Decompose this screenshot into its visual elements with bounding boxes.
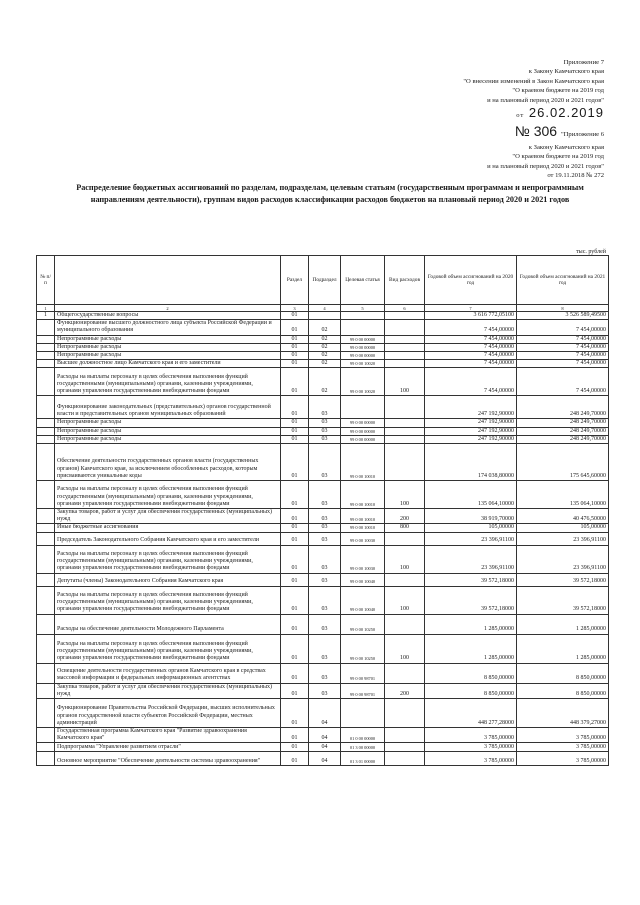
row-number — [37, 419, 55, 427]
row-podrazdel: 04 — [309, 752, 341, 766]
row-target-article: 99 0 00 10020 — [341, 368, 385, 396]
col-header-name — [55, 256, 281, 305]
document-title: Распределение бюджетных ассигнований по разделам, подразделам, целевым статьям (государственным программам и непрограммным направлениям деятельности), группам видов расходов классификации расходов бюджетов на плановый период 2020 и 2021 годов — [76, 183, 584, 204]
row-podrazdel: 04 — [309, 728, 341, 743]
row-name: Расходы на выплаты персоналу в целях обеспечения выполнения функций государственными (муниципальными) органами, казенными учреждениями, органами управления государственными внебюджетными фондами — [55, 545, 281, 573]
row-amount-2020: 135 064,10000 — [425, 481, 517, 509]
row-razdel: 01 — [281, 586, 309, 614]
row-amount-2020: 23 396,91100 — [425, 532, 517, 545]
row-razdel: 01 — [281, 312, 309, 320]
row-target-article — [341, 320, 385, 335]
row-razdel: 01 — [281, 634, 309, 663]
table-body — [37, 312, 609, 766]
row-amount-2020: 8 850,00000 — [425, 683, 517, 698]
row-expense-type — [385, 427, 425, 435]
row-amount-2020: 105,00000 — [425, 524, 517, 532]
row-target-article: 99 0 00 10010 — [341, 509, 385, 524]
row-amount-2021: 3 785,00000 — [517, 752, 609, 766]
row-name: Закупка товаров, работ и услуг для обеспечения государственных (муниципальных) нужд — [55, 683, 281, 698]
row-amount-2021: 3 785,00000 — [517, 728, 609, 743]
table-row — [37, 743, 609, 752]
row-razdel: 01 — [281, 728, 309, 743]
row-razdel: 01 — [281, 396, 309, 419]
row-podrazdel: 03 — [309, 524, 341, 532]
table-row — [37, 320, 609, 335]
table-row — [37, 343, 609, 351]
row-amount-2020: 7 454,00000 — [425, 343, 517, 351]
row-name: Обеспечение деятельности государственных органов власти (государственных органов) Камчатского края, за исключением обособленных расходов, которым присваиваются уникальные коды — [55, 444, 281, 481]
row-amount-2021: 1 285,00000 — [517, 634, 609, 663]
row-number — [37, 634, 55, 663]
row-number — [37, 532, 55, 545]
row-podrazdel: 04 — [309, 699, 341, 728]
appendix-block — [364, 58, 604, 181]
row-razdel: 01 — [281, 444, 309, 481]
row-razdel: 01 — [281, 435, 309, 443]
row-name: Иные бюджетные ассигнования — [55, 524, 281, 532]
row-podrazdel: 03 — [309, 427, 341, 435]
row-name: Функционирование высшего должностного лица субъекта Российской Федерации и муниципального образования — [55, 320, 281, 335]
row-target-article — [341, 312, 385, 320]
row-target-article: 99 0 00 00000 — [341, 435, 385, 443]
row-expense-type — [385, 444, 425, 481]
row-amount-2021: 7 454,00000 — [517, 368, 609, 396]
row-razdel: 01 — [281, 663, 309, 683]
col-header-podrazdel: Подраздел — [309, 256, 341, 305]
row-target-article — [341, 396, 385, 419]
row-name: Расходы на обеспечение деятельности Молодежного Парламента — [55, 614, 281, 634]
row-amount-2021: 7 454,00000 — [517, 320, 609, 335]
row-podrazdel: 03 — [309, 444, 341, 481]
row-number — [37, 368, 55, 396]
row-number — [37, 352, 55, 360]
row-razdel: 01 — [281, 352, 309, 360]
row-name: Освещение деятельности государственных органов Камчатского края в средствах массовой информации и федеральных информационных агентствах — [55, 663, 281, 683]
appendix-line: к Закону Камчатского края — [528, 144, 604, 152]
row-name: Непрограммные расходы — [55, 343, 281, 351]
col-header-vid: Вид расходов — [385, 256, 425, 305]
row-number — [37, 573, 55, 586]
row-razdel: 01 — [281, 573, 309, 586]
date-stamp — [364, 105, 604, 123]
col-header-2021: Годовой объем ассигнований на 2021 год — [517, 256, 609, 305]
row-amount-2021: 8 850,00000 — [517, 663, 609, 683]
row-podrazdel: 02 — [309, 352, 341, 360]
row-target-article: 99 0 00 10040 — [341, 586, 385, 614]
row-amount-2021: 23 396,91100 — [517, 532, 609, 545]
row-expense-type: 800 — [385, 524, 425, 532]
row-name: Непрограммные расходы — [55, 427, 281, 435]
row-number — [37, 509, 55, 524]
row-name: Непрограммные расходы — [55, 335, 281, 343]
row-expense-type — [385, 335, 425, 343]
row-razdel: 01 — [281, 743, 309, 752]
document-number — [364, 123, 604, 143]
row-amount-2021: 7 454,00000 — [517, 360, 609, 368]
row-amount-2020: 8 850,00000 — [425, 663, 517, 683]
table-row — [37, 360, 609, 368]
row-expense-type — [385, 435, 425, 443]
row-amount-2021: 448 379,27000 — [517, 699, 609, 728]
row-expense-type — [385, 312, 425, 320]
row-amount-2020: 247 192,90000 — [425, 435, 517, 443]
row-razdel: 01 — [281, 481, 309, 509]
row-razdel: 01 — [281, 532, 309, 545]
row-amount-2020: 247 192,90000 — [425, 427, 517, 435]
row-expense-type — [385, 663, 425, 683]
document-number-value: № 306 — [514, 123, 558, 140]
row-number — [37, 614, 55, 634]
row-razdel: 01 — [281, 320, 309, 335]
row-amount-2021: 3 526 589,49500 — [517, 312, 609, 320]
table-row — [37, 545, 609, 573]
row-number — [37, 435, 55, 443]
column-number: 6 — [385, 305, 425, 312]
row-expense-type — [385, 728, 425, 743]
row-name: Непрограммные расходы — [55, 352, 281, 360]
row-target-article: 01 0 00 00000 — [341, 728, 385, 743]
column-number: 2 — [55, 305, 281, 312]
column-number: 8 — [517, 305, 609, 312]
row-expense-type: 100 — [385, 481, 425, 509]
row-podrazdel: 03 — [309, 663, 341, 683]
column-number: 3 — [281, 305, 309, 312]
row-amount-2020: 3 785,00000 — [425, 728, 517, 743]
row-number — [37, 586, 55, 614]
row-podrazdel: 03 — [309, 396, 341, 419]
row-expense-type — [385, 699, 425, 728]
row-podrazdel: 03 — [309, 545, 341, 573]
row-amount-2021: 40 476,50000 — [517, 509, 609, 524]
row-podrazdel: 04 — [309, 743, 341, 752]
row-target-article: 01 3 00 00000 — [341, 743, 385, 752]
table-row — [37, 532, 609, 545]
table-row — [37, 614, 609, 634]
row-name: Государственная программа Камчатского края "Развитие здравоохранения Камчатского края" — [55, 728, 281, 743]
row-amount-2021: 39 572,18000 — [517, 586, 609, 614]
table-row — [37, 444, 609, 481]
table-row — [37, 419, 609, 427]
row-expense-type — [385, 532, 425, 545]
row-number — [37, 343, 55, 351]
row-name: Функционирование законодательных (представительных) органов государственной власти и представительных органов муниципальных образований — [55, 396, 281, 419]
row-podrazdel: 03 — [309, 586, 341, 614]
row-amount-2021: 248 249,70000 — [517, 419, 609, 427]
row-amount-2020: 7 454,00000 — [425, 352, 517, 360]
row-target-article: 99 0 00 98701 — [341, 663, 385, 683]
row-expense-type: 200 — [385, 509, 425, 524]
column-number-row — [37, 305, 609, 312]
table-row — [37, 699, 609, 728]
row-number: 1 — [37, 312, 55, 320]
row-podrazdel: 03 — [309, 509, 341, 524]
col-header-2020: Годовой объем ассигнований на 2020 год — [425, 256, 517, 305]
appendix-line: "О краевом бюджете на 2019 год — [512, 87, 604, 95]
row-expense-type — [385, 743, 425, 752]
row-razdel: 01 — [281, 699, 309, 728]
appendix-line: и на плановый период 2020 и 2021 годов" — [487, 162, 604, 170]
row-podrazdel: 02 — [309, 343, 341, 351]
row-target-article: 99 0 00 10040 — [341, 573, 385, 586]
row-target-article: 99 0 00 10030 — [341, 545, 385, 573]
row-amount-2020: 247 192,90000 — [425, 396, 517, 419]
column-number: 4 — [309, 305, 341, 312]
column-number: 1 — [37, 305, 55, 312]
row-amount-2020: 7 454,00000 — [425, 320, 517, 335]
row-amount-2021: 248 249,70000 — [517, 427, 609, 435]
row-name: Закупка товаров, работ и услуг для обеспечения государственных (муниципальных) нужд — [55, 509, 281, 524]
row-podrazdel: 02 — [309, 320, 341, 335]
appendix-line: "Приложение 6 — [560, 131, 604, 139]
row-target-article: 99 0 00 10250 — [341, 634, 385, 663]
row-expense-type: 100 — [385, 545, 425, 573]
table-row — [37, 352, 609, 360]
table-row — [37, 573, 609, 586]
row-target-article: 99 0 00 00000 — [341, 343, 385, 351]
row-amount-2020: 39 572,18000 — [425, 586, 517, 614]
table-row — [37, 683, 609, 698]
row-number — [37, 743, 55, 752]
row-name: Расходы на выплаты персоналу в целях обеспечения выполнения функций государственными (муниципальными) органами, казенными учреждениями, органами управления государственными внебюджетными фондами — [55, 368, 281, 396]
row-razdel: 01 — [281, 343, 309, 351]
row-number — [37, 699, 55, 728]
row-podrazdel: 03 — [309, 435, 341, 443]
row-target-article: 99 0 00 10020 — [341, 360, 385, 368]
row-amount-2020: 38 919,70000 — [425, 509, 517, 524]
appendix-line: "О краевом бюджете на 2019 год — [512, 153, 604, 161]
row-target-article: 99 0 00 10250 — [341, 614, 385, 634]
row-name: Высшее должностное лицо Камчатского края и его заместители — [55, 360, 281, 368]
row-number — [37, 320, 55, 335]
row-expense-type — [385, 573, 425, 586]
row-target-article: 99 0 00 10010 — [341, 444, 385, 481]
table-row — [37, 427, 609, 435]
row-number — [37, 335, 55, 343]
row-amount-2020: 3 785,00000 — [425, 752, 517, 766]
row-podrazdel: 03 — [309, 634, 341, 663]
table-header-row — [37, 256, 609, 305]
row-name: Непрограммные расходы — [55, 435, 281, 443]
row-expense-type: 100 — [385, 368, 425, 396]
row-razdel: 01 — [281, 545, 309, 573]
row-amount-2021: 7 454,00000 — [517, 343, 609, 351]
row-razdel: 01 — [281, 427, 309, 435]
col-header-num: № п/п — [37, 256, 55, 305]
row-expense-type — [385, 614, 425, 634]
row-expense-type — [385, 360, 425, 368]
row-amount-2020: 174 038,80000 — [425, 444, 517, 481]
row-target-article: 99 0 00 00000 — [341, 352, 385, 360]
row-expense-type: 100 — [385, 634, 425, 663]
row-number — [37, 663, 55, 683]
row-amount-2020: 1 285,00000 — [425, 634, 517, 663]
row-amount-2021: 135 064,10000 — [517, 481, 609, 509]
appendix-line: Приложение 7 — [563, 59, 604, 66]
table-row — [37, 728, 609, 743]
row-number — [37, 545, 55, 573]
row-amount-2021: 39 572,18000 — [517, 573, 609, 586]
table-row — [37, 335, 609, 343]
row-razdel: 01 — [281, 509, 309, 524]
row-expense-type: 200 — [385, 683, 425, 698]
row-expense-type — [385, 343, 425, 351]
table-row — [37, 368, 609, 396]
row-podrazdel: 03 — [309, 683, 341, 698]
col-header-razdel: Раздел — [281, 256, 309, 305]
row-razdel: 01 — [281, 614, 309, 634]
budget-table — [36, 255, 609, 766]
row-razdel: 01 — [281, 683, 309, 698]
row-razdel: 01 — [281, 360, 309, 368]
row-amount-2021: 105,00000 — [517, 524, 609, 532]
row-expense-type — [385, 419, 425, 427]
row-amount-2020: 23 396,91100 — [425, 545, 517, 573]
row-target-article — [341, 699, 385, 728]
row-number — [37, 524, 55, 532]
appendix-line: и на плановый период 2020 и 2021 годов" — [487, 96, 604, 104]
row-amount-2021: 8 850,00000 — [517, 683, 609, 698]
row-amount-2020: 3 785,00000 — [425, 743, 517, 752]
row-amount-2021: 248 249,70000 — [517, 435, 609, 443]
table-row — [37, 435, 609, 443]
row-razdel: 01 — [281, 368, 309, 396]
table-row — [37, 752, 609, 766]
appendix-line: к Закону Камчатского края — [528, 68, 604, 76]
row-razdel: 01 — [281, 752, 309, 766]
col-header-celevaya: Целевая статья — [341, 256, 385, 305]
row-amount-2020: 448 277,28000 — [425, 699, 517, 728]
row-name: Расходы на выплаты персоналу в целях обеспечения выполнения функций государственными (муниципальными) органами, казенными учреждениями, органами управления государственными внебюджетными фондами — [55, 586, 281, 614]
row-number — [37, 481, 55, 509]
row-amount-2020: 1 285,00000 — [425, 614, 517, 634]
row-podrazdel: 03 — [309, 532, 341, 545]
row-podrazdel: 03 — [309, 481, 341, 509]
row-name: Председатель Законодательного Собрания Камчатского края и его заместители — [55, 532, 281, 545]
row-number — [37, 444, 55, 481]
row-razdel: 01 — [281, 524, 309, 532]
row-amount-2020: 39 572,18000 — [425, 573, 517, 586]
row-amount-2021: 175 645,60000 — [517, 444, 609, 481]
row-podrazdel: 02 — [309, 335, 341, 343]
row-name: Общегосударственные вопросы — [55, 312, 281, 320]
row-target-article: 99 0 00 98701 — [341, 683, 385, 698]
row-target-article: 99 0 00 00000 — [341, 335, 385, 343]
row-expense-type — [385, 752, 425, 766]
table-row — [37, 586, 609, 614]
date-value: 26.02.2019 — [528, 105, 604, 121]
row-amount-2020: 7 454,00000 — [425, 368, 517, 396]
row-number — [37, 427, 55, 435]
row-name: Основное мероприятие "Обеспечение деятельности системы здравоохранения" — [55, 752, 281, 766]
row-amount-2020: 247 192,90000 — [425, 419, 517, 427]
appendix-line: "О внесении изменений в Закон Камчатского края — [463, 77, 604, 85]
row-name: Расходы на выплаты персоналу в целях обеспечения выполнения функций государственными (муниципальными) органами, казенными учреждениями, органами управления государственными внебюджетными фондами — [55, 634, 281, 663]
row-expense-type: 100 — [385, 586, 425, 614]
row-expense-type — [385, 352, 425, 360]
table-row — [37, 396, 609, 419]
row-number — [37, 683, 55, 698]
row-amount-2020: 3 616 772,05100 — [425, 312, 517, 320]
table-row — [37, 312, 609, 320]
column-number: 7 — [425, 305, 517, 312]
row-number — [37, 728, 55, 743]
row-target-article: 99 0 00 00000 — [341, 419, 385, 427]
row-target-article: 99 0 00 10010 — [341, 524, 385, 532]
units-label: тыс. рублей — [576, 249, 606, 255]
column-number: 5 — [341, 305, 385, 312]
row-expense-type — [385, 320, 425, 335]
row-name: Расходы на выплаты персоналу в целях обеспечения выполнения функций государственными (муниципальными) органами, казенными учреждениями, органами управления государственными внебюджетными фондами — [55, 481, 281, 509]
row-amount-2021: 23 396,91100 — [517, 545, 609, 573]
row-name: Функционирование Правительства Российской Федерации, высших исполнительных органов государственной власти субъектов Российской Федерации, местных администраций — [55, 699, 281, 728]
row-name: Подпрограмма "Управление развитием отрасли" — [55, 743, 281, 752]
table-row — [37, 509, 609, 524]
row-expense-type — [385, 396, 425, 419]
row-amount-2020: 7 454,00000 — [425, 335, 517, 343]
row-podrazdel: 02 — [309, 360, 341, 368]
row-amount-2021: 248 249,70000 — [517, 396, 609, 419]
row-amount-2021: 7 454,00000 — [517, 335, 609, 343]
table-row — [37, 524, 609, 532]
row-podrazdel: 03 — [309, 419, 341, 427]
row-name: Непрограммные расходы — [55, 419, 281, 427]
row-razdel: 01 — [281, 335, 309, 343]
table-row — [37, 634, 609, 663]
row-name: Депутаты (члены) Законодательного Собрания Камчатского края — [55, 573, 281, 586]
row-podrazdel: 03 — [309, 614, 341, 634]
appendix-line: от 19.11.2018 № 272 — [547, 172, 604, 180]
row-amount-2020: 7 454,00000 — [425, 360, 517, 368]
row-target-article: 99 0 00 10030 — [341, 532, 385, 545]
row-number — [37, 360, 55, 368]
row-podrazdel: 03 — [309, 573, 341, 586]
row-amount-2021: 7 454,00000 — [517, 352, 609, 360]
table-row — [37, 663, 609, 683]
row-target-article: 01 3 01 00000 — [341, 752, 385, 766]
row-podrazdel: 02 — [309, 368, 341, 396]
row-number — [37, 752, 55, 766]
row-number — [37, 396, 55, 419]
row-razdel: 01 — [281, 419, 309, 427]
row-podrazdel — [309, 312, 341, 320]
row-amount-2021: 1 285,00000 — [517, 614, 609, 634]
date-prefix: от — [516, 112, 525, 120]
table-row — [37, 481, 609, 509]
row-target-article: 99 0 00 10010 — [341, 481, 385, 509]
row-amount-2021: 3 785,00000 — [517, 743, 609, 752]
row-target-article: 99 0 00 00000 — [341, 427, 385, 435]
